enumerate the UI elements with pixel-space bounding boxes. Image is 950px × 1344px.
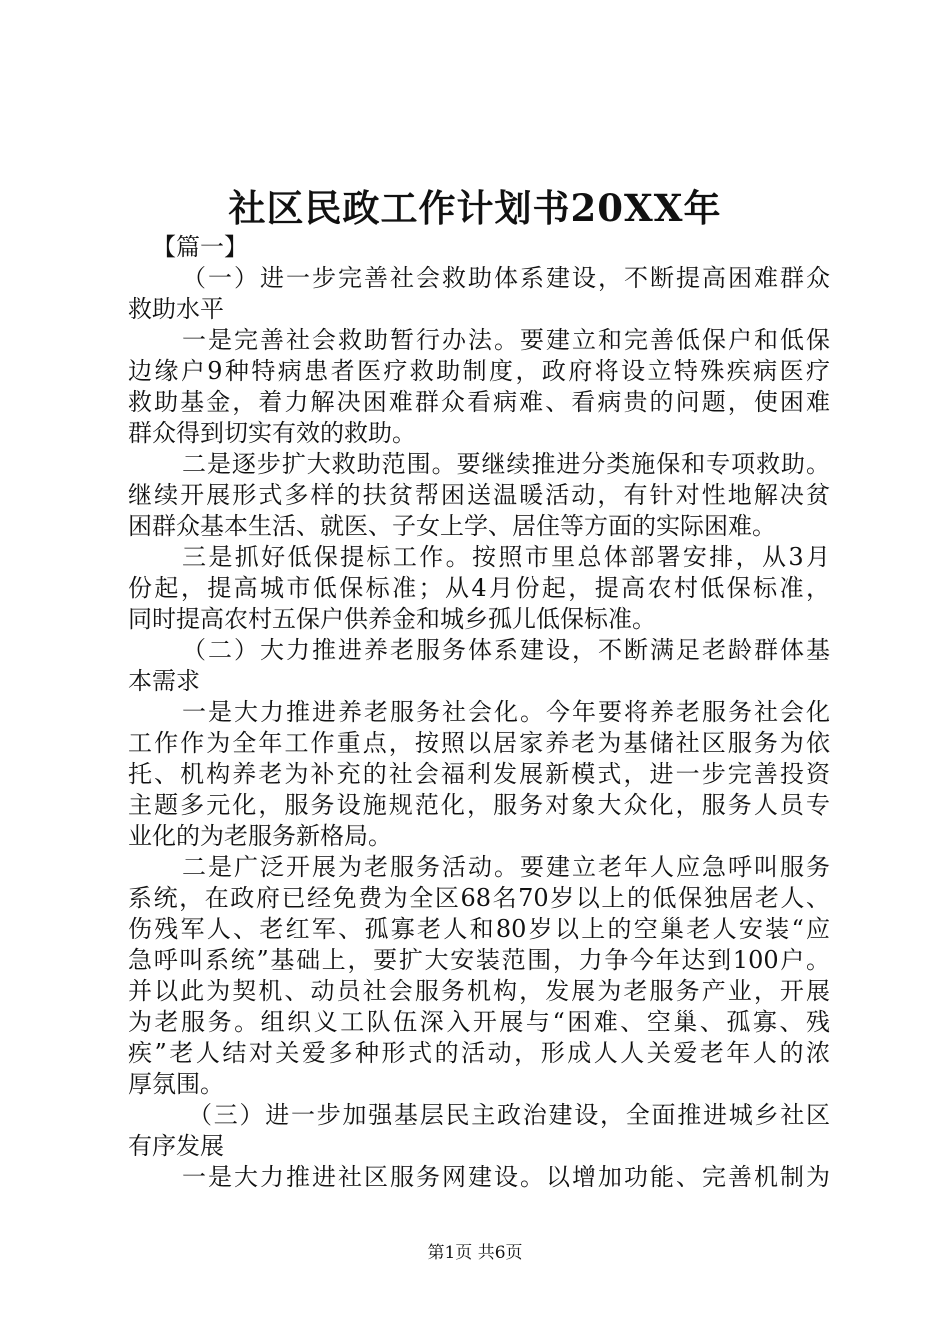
section-heading: 【篇一】 <box>152 233 248 261</box>
paragraph-line: 系统，在政府已经免费为全区68名70岁以上的低保独居老人、 <box>128 884 830 912</box>
paragraph-line: 同时提高农村五保户供养金和城乡孤儿低保标准。 <box>128 605 656 633</box>
paragraph-line: 托、机构养老为补充的社会福利发展新模式，进一步完善投资 <box>128 760 830 788</box>
paragraph-line: 救助水平 <box>128 295 224 323</box>
paragraph-line: 并以此为契机、动员社会服务机构，发展为老服务产业，开展 <box>128 977 830 1005</box>
paragraph-line: 继续开展形式多样的扶贫帮困送温暖活动，有针对性地解决贫 <box>128 481 830 509</box>
paragraph-line: 厚氛围。 <box>128 1070 224 1098</box>
paragraph-line: 二是广泛开展为老服务活动。要建立老年人应急呼叫服务 <box>182 853 830 881</box>
paragraph-line: 本需求 <box>128 667 200 695</box>
paragraph-line: 二是逐步扩大救助范围。要继续推进分类施保和专项救助。 <box>182 450 830 478</box>
paragraph-line: 一是大力推进养老服务社会化。今年要将养老服务社会化 <box>182 698 830 726</box>
paragraph-line: 急呼叫系统”基础上，要扩大安装范围，力争今年达到100户。 <box>128 946 830 974</box>
paragraph-line: 一是大力推进社区服务网建设。以增加功能、完善机制为 <box>182 1163 830 1191</box>
paragraph-line: 业化的为老服务新格局。 <box>128 822 392 850</box>
document-title: 社区民政工作计划书20XX年 <box>228 186 722 230</box>
paragraph-line: 份起，提高城市低保标准；从4月份起，提高农村低保标准， <box>128 574 830 602</box>
paragraph-line: 主题多元化，服务设施规范化，服务对象大众化，服务人员专 <box>128 791 830 819</box>
paragraph-line: 为老服务。组织义工队伍深入开展与“困难、空巢、孤寡、残 <box>128 1008 830 1036</box>
paragraph-line: 群众得到切实有效的救助。 <box>128 419 416 447</box>
paragraph-line: 疾”老人结对关爱多种形式的活动，形成人人关爱老年人的浓 <box>128 1039 830 1067</box>
paragraph-line: （一）进一步完善社会救助体系建设，不断提高困难群众 <box>182 264 830 292</box>
page-footer: 第1页 共6页 <box>427 1243 523 1263</box>
paragraph-line: 伤残军人、老红军、孤寡老人和80岁以上的空巢老人安装“应 <box>128 915 830 943</box>
paragraph-line: 边缘户9种特病患者医疗救助制度，政府将设立特殊疾病医疗 <box>128 357 830 385</box>
paragraph-line: 救助基金，着力解决困难群众看病难、看病贵的问题，使困难 <box>128 388 830 416</box>
paragraph-line: （三）进一步加强基层民主政治建设，全面推进城乡社区 <box>188 1101 830 1129</box>
paragraph-line: 一是完善社会救助暂行办法。要建立和完善低保户和低保 <box>182 326 830 354</box>
paragraph-line: 有序发展 <box>128 1132 224 1160</box>
paragraph-line: 三是抓好低保提标工作。按照市里总体部署安排，从3月 <box>182 543 830 571</box>
paragraph-line: （二）大力推进养老服务体系建设，不断满足老龄群体基 <box>182 636 830 664</box>
paragraph-line: 困群众基本生活、就医、子女上学、居住等方面的实际困难。 <box>128 512 776 540</box>
document-body <box>128 232 830 1193</box>
paragraph-line: 工作作为全年工作重点，按照以居家养老为基储社区服务为依 <box>128 729 830 757</box>
